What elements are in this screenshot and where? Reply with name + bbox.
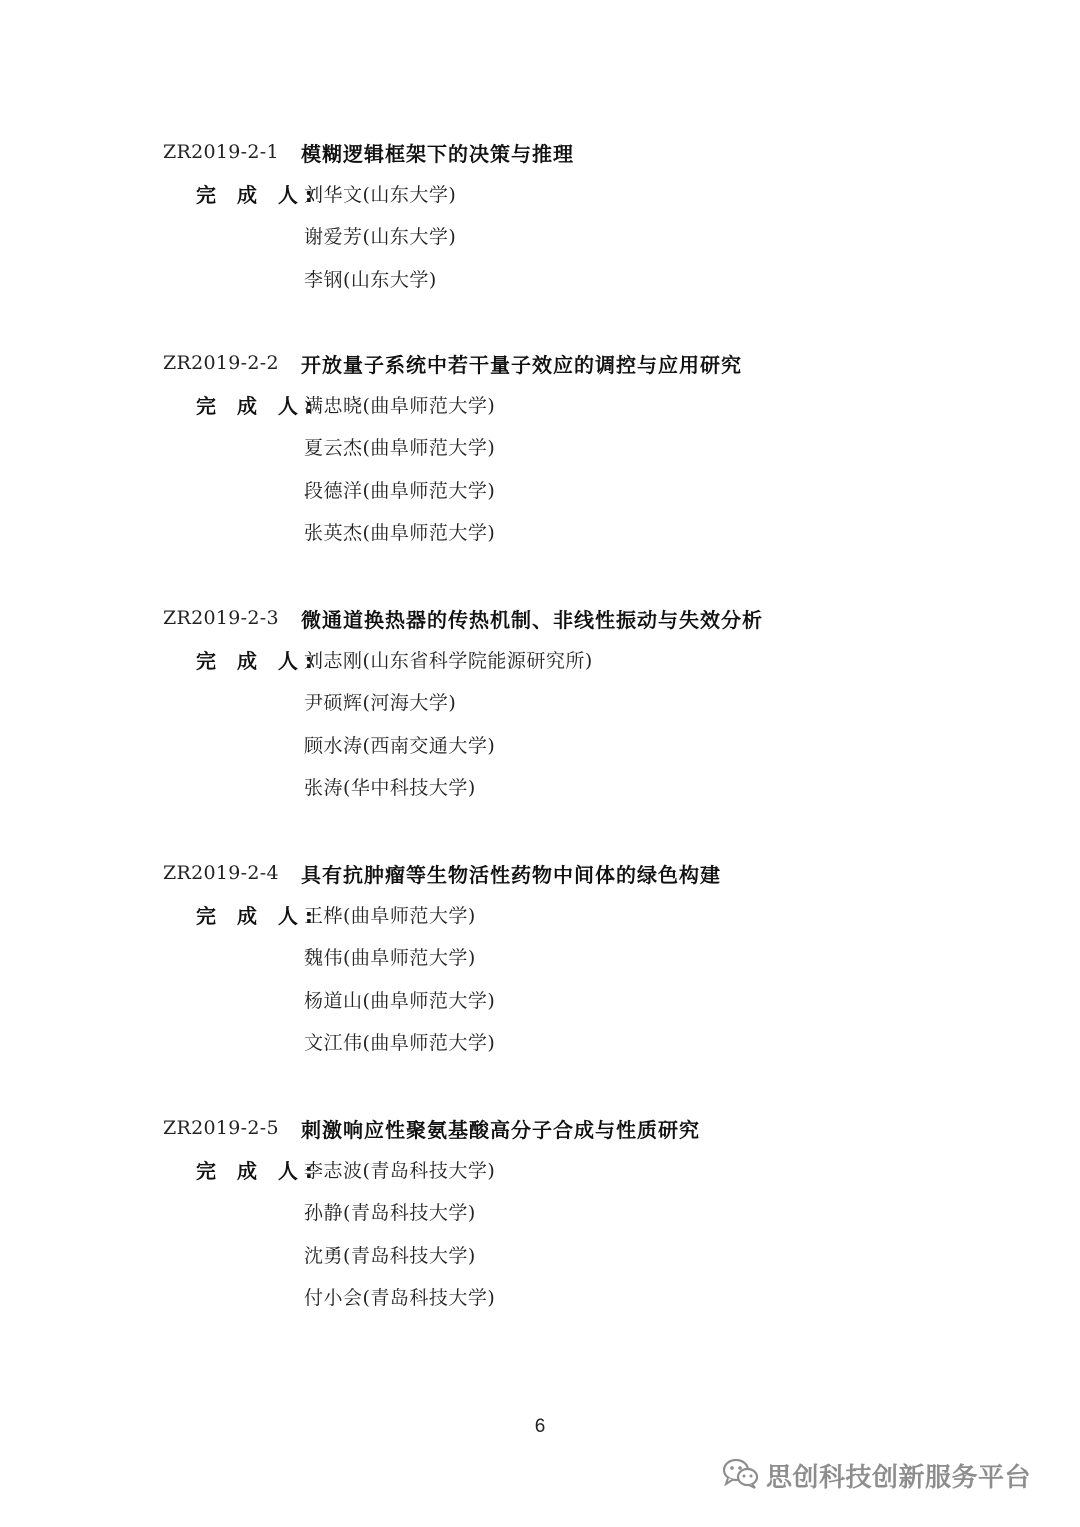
contributor-row	[163, 383, 1023, 426]
contributor: 刘志刚(山东省科学院能源研究所)	[304, 649, 593, 672]
contributor: 孙静(青岛科技大学)	[304, 1202, 476, 1225]
project-code: ZR2019-2-4	[163, 862, 279, 884]
contributor: 王桦(曲阜师范大学)	[304, 904, 476, 927]
contributor-row	[163, 978, 1023, 1021]
contributor: 顾水涛(西南交通大学)	[304, 734, 496, 757]
contributor-row	[163, 1191, 1023, 1234]
contributor-row	[163, 681, 1023, 724]
contributor: 付小会(青岛科技大学)	[304, 1287, 496, 1310]
contributor-row	[163, 638, 1023, 681]
contributors-label: 完 成 人:	[196, 648, 320, 673]
project-header	[163, 598, 1023, 638]
contributor-row	[163, 1233, 1023, 1276]
contributor-row	[163, 1021, 1023, 1064]
contributor: 张涛(华中科技大学)	[304, 777, 476, 800]
watermark	[722, 1455, 1031, 1495]
page-number: 6	[534, 1416, 546, 1437]
contributors-label: 完 成 人:	[196, 182, 320, 207]
contributor: 李钢(山东大学)	[304, 268, 437, 291]
project-entry	[163, 598, 1023, 808]
contributor: 李志波(青岛科技大学)	[304, 1159, 496, 1182]
contributor-row	[163, 766, 1023, 809]
project-entry	[163, 343, 1023, 553]
contributor-row	[163, 936, 1023, 979]
contributor-row	[163, 172, 1023, 215]
contributor: 夏云杰(曲阜师范大学)	[304, 437, 496, 460]
contributors-label: 完 成 人:	[196, 393, 320, 418]
project-header	[163, 853, 1023, 893]
contributor: 尹硕辉(河海大学)	[304, 692, 457, 715]
contributor: 张英杰(曲阜师范大学)	[304, 522, 496, 545]
contributor: 满忠晓(曲阜师范大学)	[304, 394, 496, 417]
project-header	[163, 1108, 1023, 1148]
contributor-row	[163, 215, 1023, 258]
contributor-row	[163, 257, 1023, 300]
contributor: 文江伟(曲阜师范大学)	[304, 1032, 496, 1055]
project-code: ZR2019-2-3	[163, 607, 279, 629]
contributor-row	[163, 468, 1023, 511]
contributor-row	[163, 893, 1023, 936]
project-code: ZR2019-2-5	[163, 1117, 279, 1139]
project-code: ZR2019-2-1	[163, 141, 279, 163]
contributors-label: 完 成 人:	[196, 903, 320, 928]
contributor: 段德洋(曲阜师范大学)	[304, 479, 496, 502]
project-header	[163, 343, 1023, 383]
project-title: 具有抗肿瘤等生物活性药物中间体的绿色构建	[301, 862, 721, 887]
project-title: 模糊逻辑框架下的决策与推理	[301, 141, 574, 166]
project-title: 开放量子系统中若干量子效应的调控与应用研究	[301, 352, 742, 377]
project-entry	[163, 1108, 1023, 1318]
contributors-label: 完 成 人:	[196, 1158, 320, 1183]
contributor-row	[163, 723, 1023, 766]
contributor: 刘华文(山东大学)	[304, 183, 457, 206]
project-header	[163, 132, 1023, 172]
contributor: 谢爱芳(山东大学)	[304, 226, 457, 249]
contributor: 杨道山(曲阜师范大学)	[304, 989, 496, 1012]
project-title: 刺激响应性聚氨基酸高分子合成与性质研究	[301, 1117, 700, 1142]
project-title: 微通道换热器的传热机制、非线性振动与失效分析	[301, 607, 763, 632]
contributor-row	[163, 1276, 1023, 1319]
project-entry	[163, 853, 1023, 1063]
wechat-icon	[722, 1457, 766, 1493]
contributor-row	[163, 426, 1023, 469]
contributor-row	[163, 1148, 1023, 1191]
project-entry	[163, 132, 1023, 300]
contributor: 沈勇(青岛科技大学)	[304, 1244, 476, 1267]
contributor: 魏伟(曲阜师范大学)	[304, 947, 476, 970]
contributor-row	[163, 511, 1023, 554]
watermark-text: 思创科技创新服务平台	[766, 1462, 1032, 1493]
project-code: ZR2019-2-2	[163, 352, 279, 374]
